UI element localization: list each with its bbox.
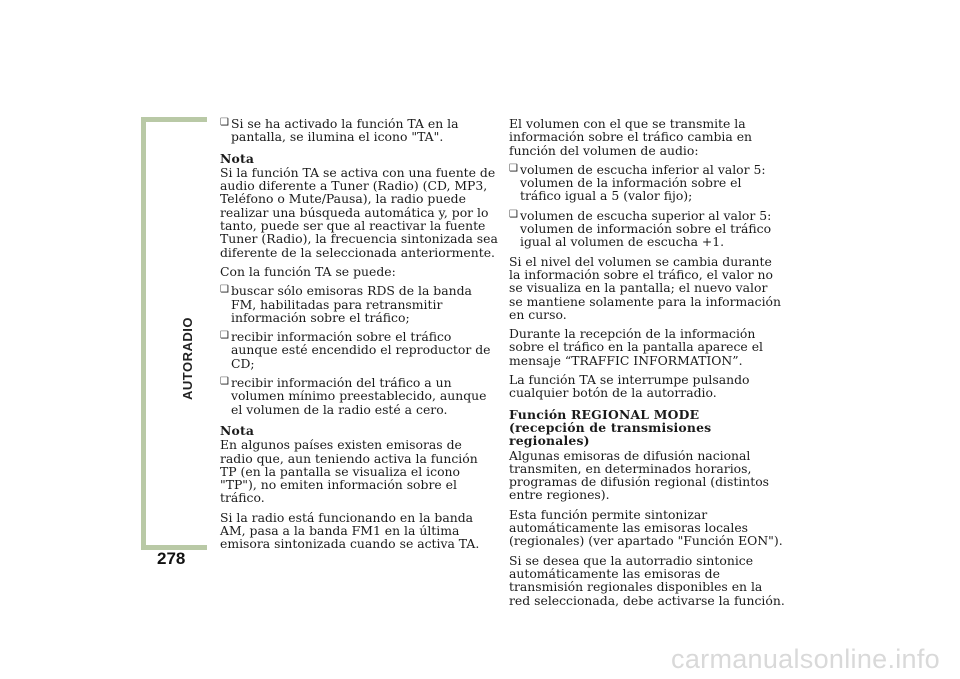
bullet-text: volumen de escucha superior al valor 5: volumen de información sobre el tráfico igual al volumen de escucha +1.: [520, 207, 772, 250]
right-text-column: [509, 117, 785, 613]
bullet-text: Si se ha activado la función TA en la pantalla, se ilumina el icono "TA".: [231, 116, 459, 145]
paragraph: Esta función permite sintonizar automáticamente las emisoras locales (regionales) (ver apartado "Función EON").: [509, 506, 783, 549]
paragraph: Durante la recepción de la información sobre el tráfico en la pantalla aparece el mensaje “TRAFFIC INFORMATION”.: [509, 326, 763, 368]
bullet-text: recibir información del tráfico a un volumen mínimo preestablecido, aunque el volumen de la radio esté a cero.: [231, 375, 487, 417]
left-text-column: [220, 117, 498, 557]
bullet-item: [220, 284, 498, 324]
checkbox-bullet-icon: [509, 164, 516, 171]
paragraph: Si el nivel del volumen se cambia durante la información sobre el tráfico, el valor no se visualiza en la pantalla; el nuevo valor se mantiene solamente para la información en curso.: [509, 253, 782, 322]
bullet-text: recibir información sobre el tráfico aunque esté encendido el reproductor de CD;: [231, 329, 491, 371]
paragraph: Si la función TA se activa con una fuente de audio diferente a Tuner (Radio) (CD, MP3, Teléfono o Mute/Pausa), la radio puede realizar una búsqueda automática y, por lo tanto, puede ser que al reactivar la fuente Tuner (Radio), la frecuencia sintonizada sea diferente de la seleccionada anteriormente.: [220, 164, 498, 260]
paragraph: Con la función TA se puede:: [220, 263, 396, 279]
bullet-text: buscar sólo emisoras RDS de la banda FM, habilitadas para retransmitir información sobre el tráfico;: [231, 283, 472, 325]
section-heading: Función REGIONAL MODE: [509, 406, 700, 422]
bullet-item: [220, 330, 498, 370]
section-heading: Nota: [220, 422, 255, 438]
paragraph: Algunas emisoras de difusión nacional transmiten, en determinados horarios, programas de difusión regional (distintos entre regiones).: [509, 447, 770, 503]
section-side-label: AUTORADIO: [180, 317, 195, 400]
bullet-item: [220, 376, 498, 416]
bullet-item: [509, 209, 785, 249]
paragraph: Si la radio está funcionando en la banda AM, pasa a la banda FM1 en la última emisora sintonizada cuando se activa TA.: [220, 509, 480, 552]
section-heading: (recepción de transmisiones regionales): [509, 419, 712, 449]
page-frame-top-line: [141, 117, 207, 122]
bullet-text: volumen de escucha inferior al valor 5: volumen de la información sobre el tráfico igual a 5 (valor fijo);: [520, 161, 766, 204]
page-number: 278: [157, 549, 186, 568]
paragraph: Si se desea que la autorradio sintonice automáticamente las emisoras de transmisión regionales disponibles en la red seleccionada, debe activarse la función.: [509, 552, 785, 608]
section-heading: Nota: [220, 150, 255, 166]
checkbox-bullet-icon: [220, 377, 227, 384]
checkbox-bullet-icon: [220, 331, 227, 338]
paragraph: El volumen con el que se transmite la información sobre el tráfico cambia en función del volumen de audio:: [509, 116, 753, 158]
checkbox-bullet-icon: [220, 285, 227, 292]
page-frame-bar: [141, 117, 146, 550]
bullet-item: [220, 117, 498, 144]
paragraph: La función TA se interrumpe pulsando cualquier botón de la autorradio.: [509, 372, 750, 401]
checkbox-bullet-icon: [509, 210, 516, 217]
bullet-item: [509, 163, 785, 203]
watermark: carmanualsonline.info: [671, 644, 940, 674]
paragraph: En algunos países existen emisoras de radio que, aun teniendo activa la función TP (en la pantalla se visualiza el icono "TP"), no emiten información sobre el tráfico.: [220, 437, 478, 506]
checkbox-bullet-icon: [220, 118, 227, 125]
